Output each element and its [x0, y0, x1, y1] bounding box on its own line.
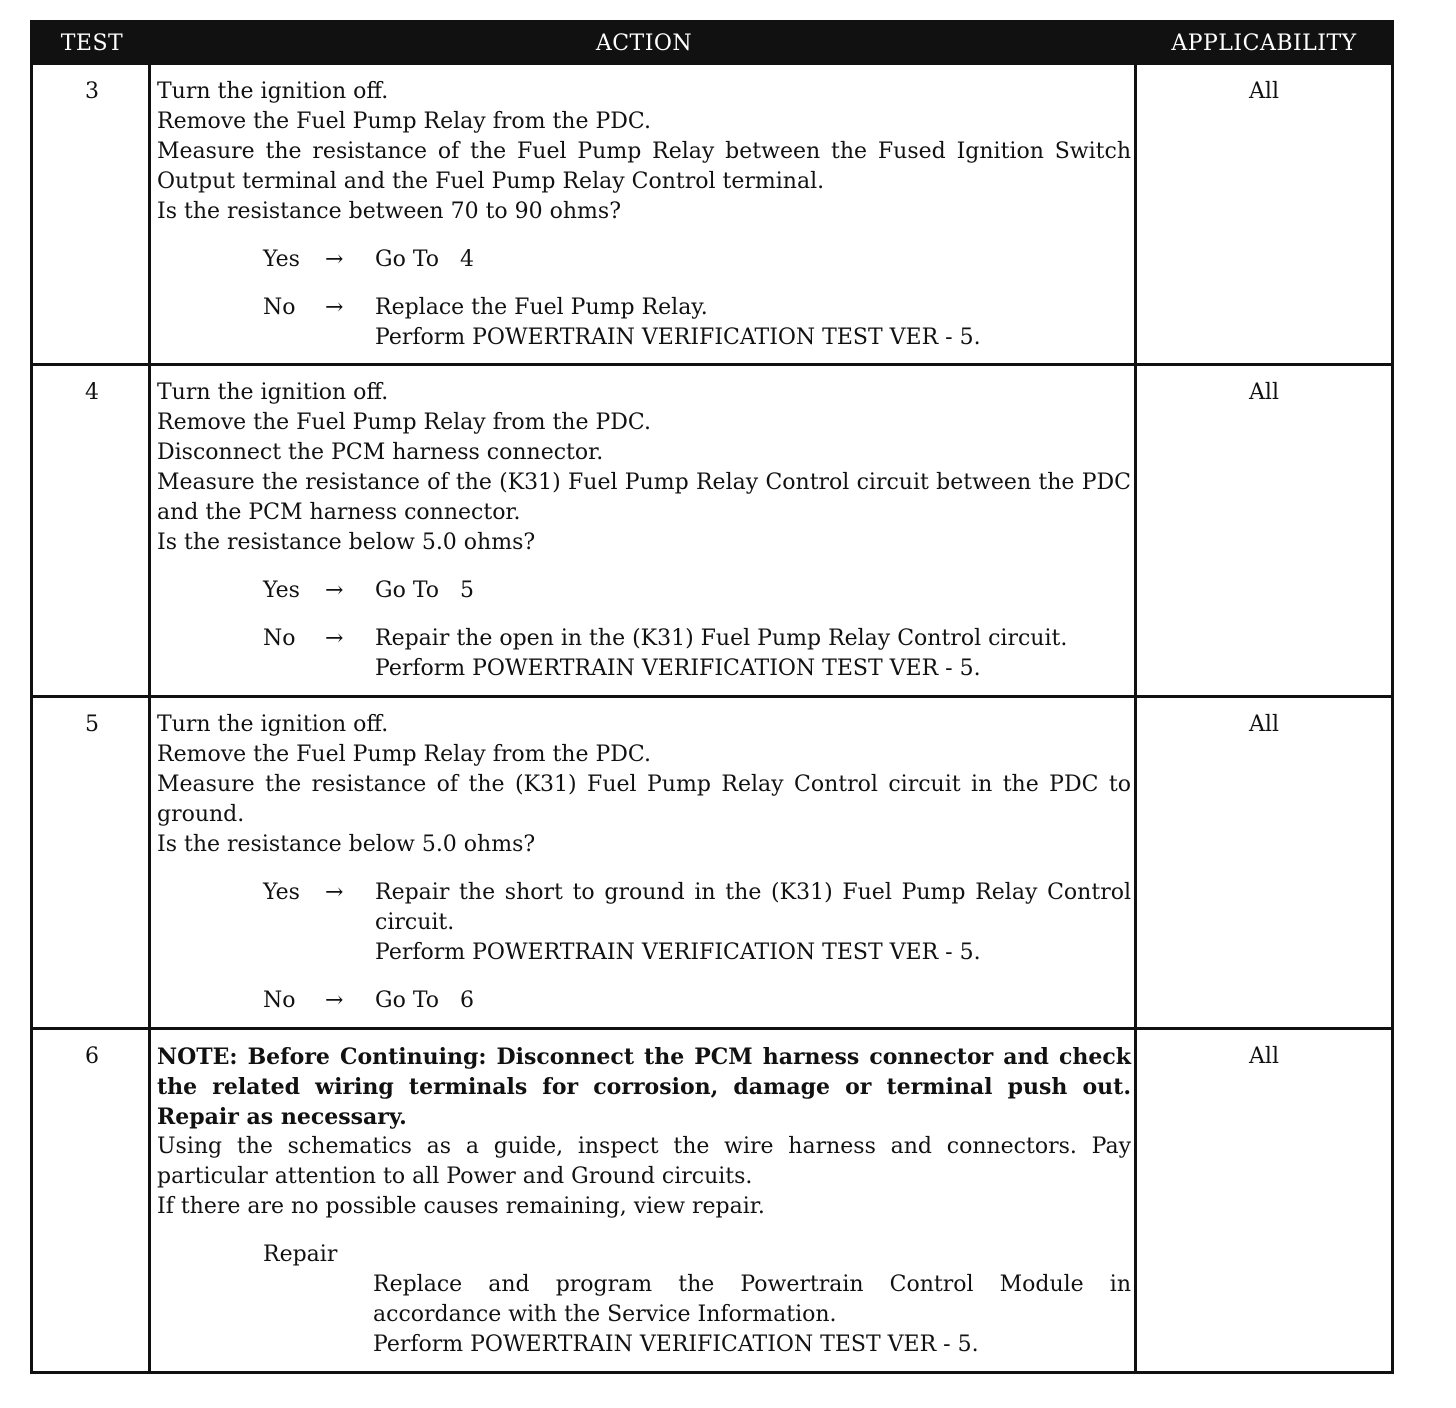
option-label: Yes [263, 247, 300, 272]
test-number: 6 [85, 1044, 99, 1069]
arrow-icon: → [325, 880, 344, 905]
option-label: No [263, 988, 296, 1013]
applicability-value: All [1249, 380, 1279, 405]
header-applicability: APPLICABILITY [1171, 31, 1357, 56]
option-result: Go To 6 [375, 988, 474, 1013]
arrow-icon: → [325, 578, 344, 603]
repair-result: Replace and program the Powertrain Control Module in accordance with the Service Information. [373, 1272, 1131, 1327]
repair-block [157, 1240, 1131, 1360]
option-result: Repair the open in the (K31) Fuel Pump Relay Control circuit. [375, 626, 1068, 651]
test-number: 4 [85, 380, 99, 405]
table-row [33, 695, 1391, 1029]
test-number: 5 [85, 712, 99, 737]
step-text: Remove the Fuel Pump Relay from the PDC. [157, 410, 651, 435]
action-cell [157, 77, 1131, 353]
column-divider [1134, 65, 1137, 1371]
option-label: No [263, 626, 296, 651]
option-result: Perform POWERTRAIN VERIFICATION TEST VER - 5. [375, 940, 981, 965]
option-result: Repair the short to ground in the (K31) Fuel Pump Relay Control circuit. [375, 880, 1131, 935]
step-text: Disconnect the PCM harness connector. [157, 440, 604, 465]
step-text: If there are no possible causes remaining, view repair. [157, 1194, 765, 1219]
applicability-value: All [1249, 1044, 1279, 1069]
table-row [33, 363, 1391, 697]
step-text: Using the schematics as a guide, inspect the wire harness and connectors. Pay particular attention to all Power and Ground circuits. [157, 1134, 1131, 1189]
step-text: Is the resistance between 70 to 90 ohms? [157, 199, 621, 224]
header-test: TEST [60, 31, 124, 56]
option-yes [157, 576, 1131, 606]
note-text: NOTE: Before Continuing: Disconnect the PCM harness connector and check the related wiring terminals for corrosion, damage or terminal push out. Repair as necessary. [157, 1044, 1131, 1130]
repair-result: Perform POWERTRAIN VERIFICATION TEST VER - 5. [373, 1332, 979, 1357]
option-no [157, 293, 1131, 353]
option-result: Replace the Fuel Pump Relay. [375, 295, 708, 320]
table-row [33, 1027, 1391, 1371]
header-action: ACTION [595, 31, 693, 56]
step-text: Measure the resistance of the Fuel Pump Relay between the Fused Ignition Switch Output terminal and the Fuel Pump Relay Control terminal. [157, 139, 1131, 194]
option-no [157, 986, 1131, 1016]
step-text: Turn the ignition off. [157, 79, 389, 104]
arrow-icon: → [325, 295, 344, 320]
step-text: Remove the Fuel Pump Relay from the PDC. [157, 109, 651, 134]
action-cell [157, 710, 1131, 1016]
step-text: Measure the resistance of the (K31) Fuel Pump Relay Control circuit in the PDC to ground. [157, 772, 1131, 827]
test-number: 3 [85, 79, 99, 104]
repair-label: Repair [263, 1242, 338, 1267]
step-text: Measure the resistance of the (K31) Fuel Pump Relay Control circuit between the PDC and the PCM harness connector. [157, 470, 1131, 525]
action-cell [157, 378, 1131, 684]
option-result: Go To 4 [375, 247, 474, 272]
action-cell [157, 1042, 1131, 1360]
column-divider [148, 65, 151, 1371]
option-result: Perform POWERTRAIN VERIFICATION TEST VER - 5. [375, 325, 981, 350]
arrow-icon: → [325, 626, 344, 651]
option-result: Perform POWERTRAIN VERIFICATION TEST VER - 5. [375, 656, 981, 681]
arrow-icon: → [325, 988, 344, 1013]
option-label: Yes [263, 880, 300, 905]
step-text: Turn the ignition off. [157, 712, 389, 737]
step-text: Is the resistance below 5.0 ohms? [157, 832, 536, 857]
table-row [33, 65, 1391, 366]
applicability-value: All [1249, 79, 1279, 104]
step-text: Is the resistance below 5.0 ohms? [157, 530, 536, 555]
option-label: Yes [263, 578, 300, 603]
table-header [33, 23, 1391, 65]
arrow-icon: → [325, 247, 344, 272]
option-yes [157, 878, 1131, 968]
option-label: No [263, 295, 296, 320]
option-no [157, 624, 1131, 684]
diagnostic-test-table [30, 20, 1394, 1374]
step-text: Turn the ignition off. [157, 380, 389, 405]
step-text: Remove the Fuel Pump Relay from the PDC. [157, 742, 651, 767]
option-yes [157, 245, 1131, 275]
applicability-value: All [1249, 712, 1279, 737]
option-result: Go To 5 [375, 578, 474, 603]
